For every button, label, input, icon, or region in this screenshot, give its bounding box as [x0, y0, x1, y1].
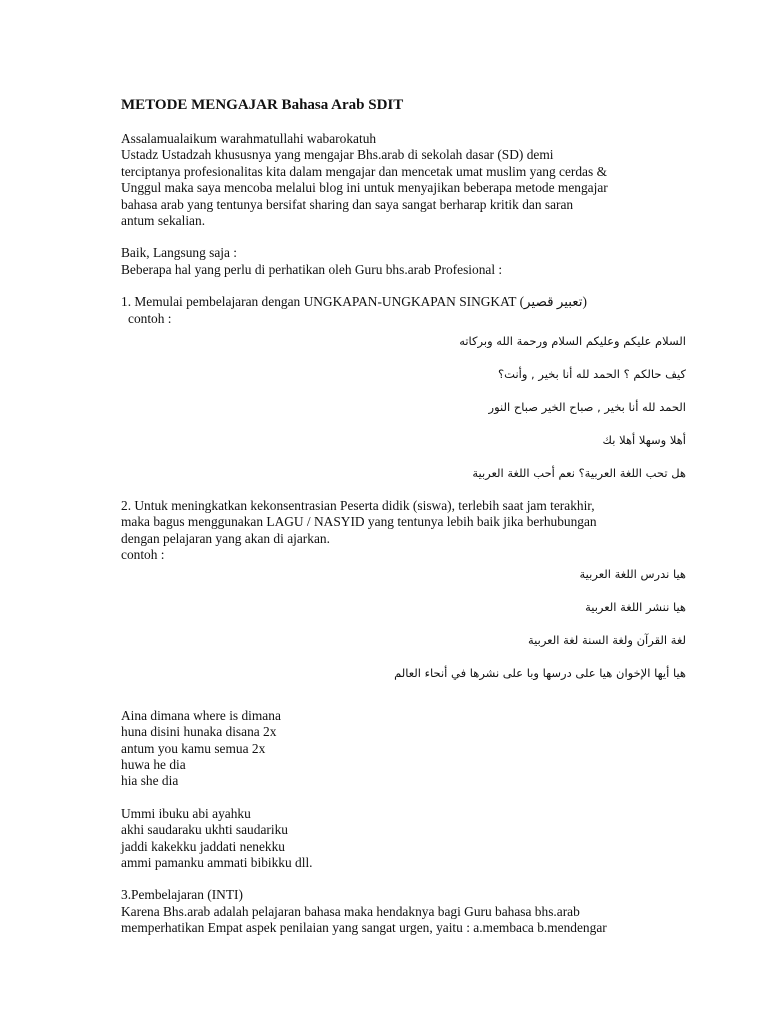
vocab-line: jaddi kakekku jaddati nenekku — [121, 838, 285, 854]
vocab-line: hia she dia — [121, 773, 179, 789]
section-3-line: Karena Bhs.arab adalah pelajaran bahasa maka hendaknya bagi Guru bahasa bhs.arab — [121, 903, 580, 919]
section-1-heading: 1. Memulai pembelajaran dengan UNGKAPAN-UNGKAPAN SINGKAT (تعبير قصير) — [121, 294, 587, 310]
intro-line: antum sekalian. — [121, 213, 206, 229]
section-2 — [121, 498, 701, 871]
nasyid-lyrics — [121, 566, 686, 698]
section-2-line: dengan pelajaran yang akan di ajarkan. — [121, 530, 330, 546]
baik-line: Baik, Langsung saja : — [121, 245, 238, 261]
vocab-line: huna disini hunaka disana 2x — [121, 724, 277, 740]
vocab-group-1 — [121, 708, 701, 790]
arabic-expression: الحمد لله أنا بخير , صباح الخير صباح النور — [488, 400, 686, 415]
nasyid-line: هيا أيها الإخوان هيا على درسها وبا على نشرها في أنحاء العالم — [394, 665, 686, 680]
section-3-line: 3.Pembelajaran (INTI) — [121, 887, 243, 903]
nasyid-line: هيا ننشر اللغة العربية — [585, 599, 686, 614]
vocab-line: akhi saudaraku ukhti saudariku — [121, 822, 288, 838]
vocab-line: ammi pamanku ammati bibikku dll. — [121, 854, 313, 870]
section-1 — [121, 294, 701, 498]
baik-paragraph — [121, 245, 701, 278]
baik-line: Beberapa hal yang perlu di perhatikan oleh Guru bhs.arab Profesional : — [121, 261, 503, 277]
intro-line: terciptanya profesionalitas kita dalam mengajar dan mencetak umat muslim yang cerdas & — [121, 163, 607, 179]
vocab-line: Aina dimana where is dimana — [121, 707, 281, 723]
arabic-expression: السلام عليكم وعليكم السلام ورحمة الله وبركاته — [459, 334, 686, 349]
greeting-line: Assalamualaikum warahmatullahi wabarokatuh — [121, 131, 377, 146]
intro-line: Unggul maka saya mencoba melalui blog ini untuk menyajikan beberapa metode mengajar — [121, 180, 608, 196]
vocab-line: antum you kamu semua 2x — [121, 740, 266, 756]
section-3 — [121, 887, 701, 936]
section-2-line: 2. Untuk meningkatkan kekonsentrasian Peserta didik (siswa), terlebih saat jam terakhir, — [121, 498, 595, 514]
document-title: METODE MENGAJAR Bahasa Arab SDIT — [121, 97, 404, 113]
nasyid-line: هيا ندرس اللغة العربية — [579, 566, 686, 581]
section-2-contoh: contoh : — [121, 547, 165, 563]
nasyid-line: لغة القرآن ولغة السنة لغة العربية — [527, 632, 686, 647]
section-1-arabic-expressions — [121, 333, 686, 498]
section-2-line: maka bagus menggunakan LAGU / NASYID yang tentunya lebih baik jika berhubungan — [121, 514, 597, 530]
arabic-expression: هل تحب اللغة العربية؟ نعم أحب اللغة العربية — [472, 466, 686, 481]
intro-paragraph — [121, 131, 701, 229]
arabic-expression: أهلا وسهلا أهلا بك — [602, 433, 686, 448]
intro-line: bahasa arab yang tentunya bersifat sharing dan saya sangat berharap kritik dan saran — [121, 196, 574, 212]
arabic-expression: كيف حالكم ؟ الحمد لله أنا بخير , وأنت؟ — [498, 367, 686, 382]
vocab-line: huwa he dia — [121, 756, 186, 772]
section-1-contoh: contoh : — [128, 310, 172, 326]
section-3-line: memperhatikan Empat aspek penilaian yang sangat urgen, yaitu : a.membaca b.mendengar — [121, 920, 607, 936]
vocab-group-2 — [121, 806, 701, 872]
vocab-line: Ummi ibuku abi ayahku — [121, 805, 251, 821]
document-page — [121, 96, 701, 937]
intro-line: Ustadz Ustadzah khususnya yang mengajar Bhs.arab di sekolah dasar (SD) demi — [121, 147, 554, 163]
